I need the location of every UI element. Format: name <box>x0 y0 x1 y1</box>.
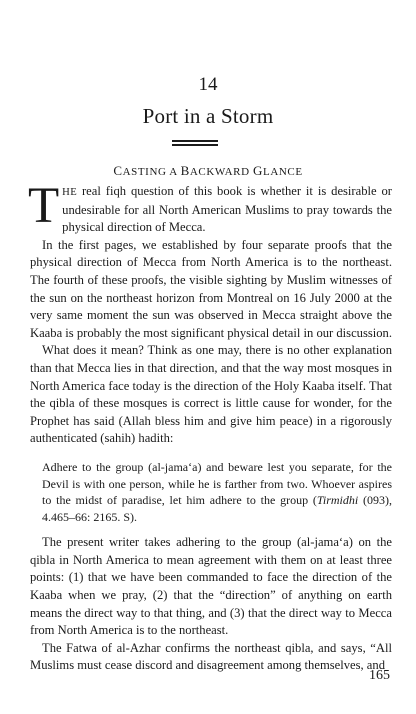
paragraph-1-text: real fiqh question of this book is whether it is desirable or undesirable for all North American Muslims to pray towards the physical direction of Mecca. <box>62 184 392 235</box>
paragraph-5: The Fatwa of al-Azhar confirms the northeast qibla, and says, “All Muslims must cease discord and disagreement among themselves, and <box>30 640 392 673</box>
paragraph-4: The present writer takes adhering to the group (al-jama‘a) on the qibla in North America to mean agreement with them on at least three points: (1) that we have been commanded to face the direction of the Kaaba when we pray, (2) that the “direction” of anything on earth means the direct way to that thing, and (3) that the direct way to Mecca from North America is to the northeast. <box>30 535 392 638</box>
section-heading-letter-3: G <box>253 163 264 178</box>
drop-cap: T <box>28 178 60 234</box>
quote-source: Tirmidhi <box>316 493 359 508</box>
body-text <box>28 178 393 675</box>
paragraph-1 <box>28 178 392 237</box>
paragraph-2: In the first pages, we established by four separate proofs that the physical direction of Mecca from North America is to the northeast. The fourth of these proofs, the visible sighting by Muslim witnesses of the sun on the northeast horizon from Montreal on 16 July 2000 at the very same moment the sun was observed in Mecca straight above the Kaaba is probably the most significant physical detail in our discussion. <box>30 237 393 340</box>
title-rule-bottom <box>172 144 218 146</box>
section-heading-part-2: ACKWARD <box>189 166 254 178</box>
title-rule-top <box>172 140 218 142</box>
quote-reference: (093), 4.465–66: 2165. S). <box>42 493 392 524</box>
paragraph-3: What does it mean? Think as one may, there is no other explanation than that Mecca lies in that direction, and that the way most mosques in North America face today is the direction of the Holy Kaaba itself. That the qibla of these mosques is correct is little cause for wonder, for the Prophet has said (Allah bless him and give him peace) in a rigorously authenticated (sahih) hadith: <box>30 343 392 446</box>
section-heading-letter-1: C <box>113 163 123 178</box>
quote-text: Adhere to the group (al-jama‘a) and beware lest you separate, for the Devil is with one person, while he is farther from two. Whoever aspires to the midst of paradise, let him adhere to the group ( <box>42 459 392 508</box>
page-number: 165 <box>369 668 390 683</box>
chapter-title: Port in a Storm <box>142 104 274 128</box>
section-heading-part-3: LANCE <box>263 166 303 178</box>
section-heading <box>0 164 416 179</box>
lead-small-caps: HE <box>62 187 78 198</box>
hadith-quote <box>42 459 392 525</box>
section-heading-letter-2: B <box>180 163 190 178</box>
section-heading-part-1: ASTING A <box>122 166 181 178</box>
chapter-number: 14 <box>198 74 218 95</box>
